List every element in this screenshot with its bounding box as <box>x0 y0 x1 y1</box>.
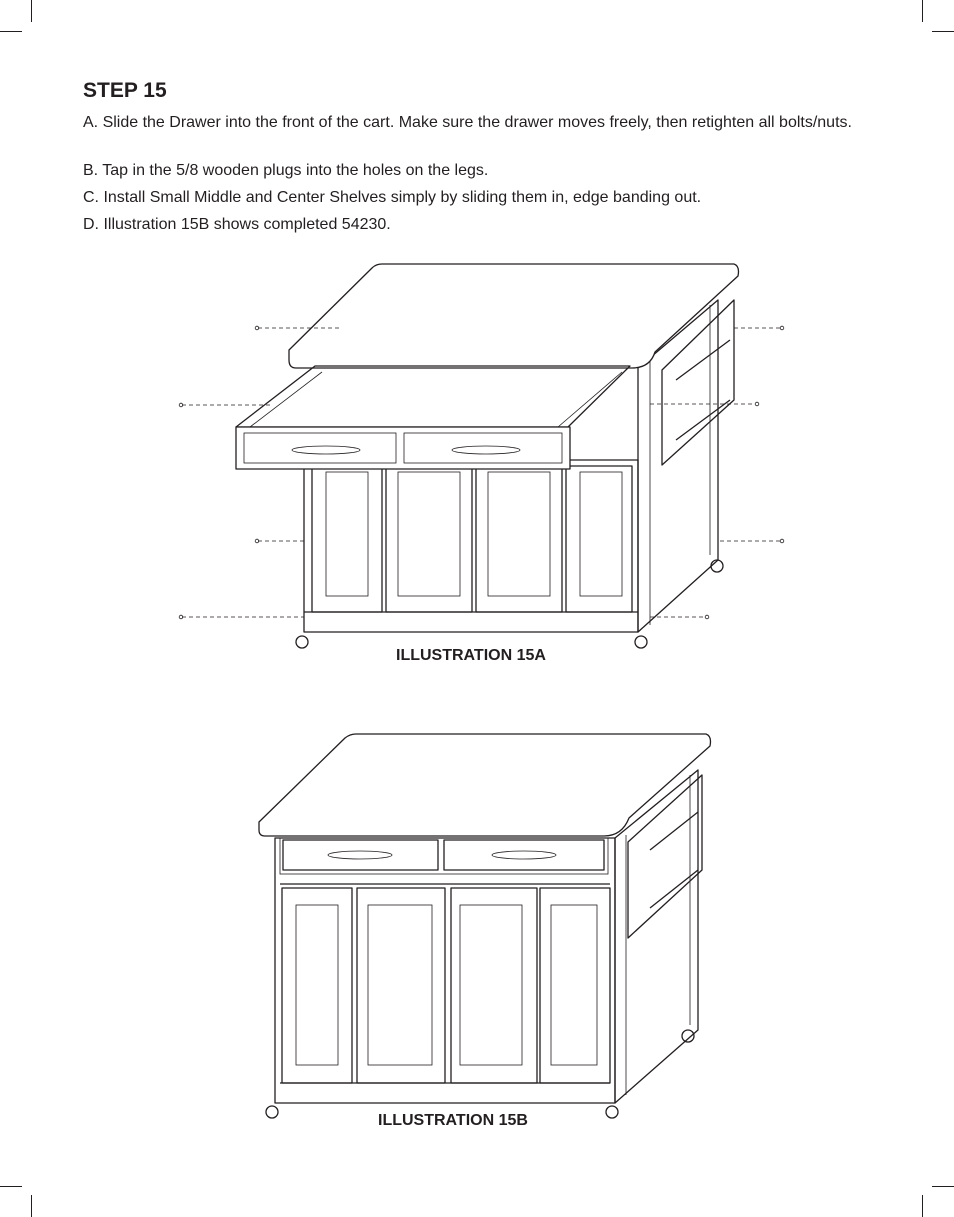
instruction-d: D. Illustration 15B shows completed 54230. <box>83 216 391 233</box>
illustration-15a-caption: ILLUSTRATION 15A <box>396 647 546 664</box>
instruction-a: A. Slide the Drawer into the front of the cart. Make sure the drawer moves freely, then retighten all bolts/nuts. <box>83 114 852 131</box>
step-title: STEP 15 <box>83 79 167 102</box>
illustration-15b-caption: ILLUSTRATION 15B <box>378 1112 528 1129</box>
instruction-c: C. Install Small Middle and Center Shelves simply by sliding them in, edge banding out. <box>83 189 702 206</box>
instruction-b: B. Tap in the 5/8 wooden plugs into the holes on the legs. <box>83 162 489 179</box>
